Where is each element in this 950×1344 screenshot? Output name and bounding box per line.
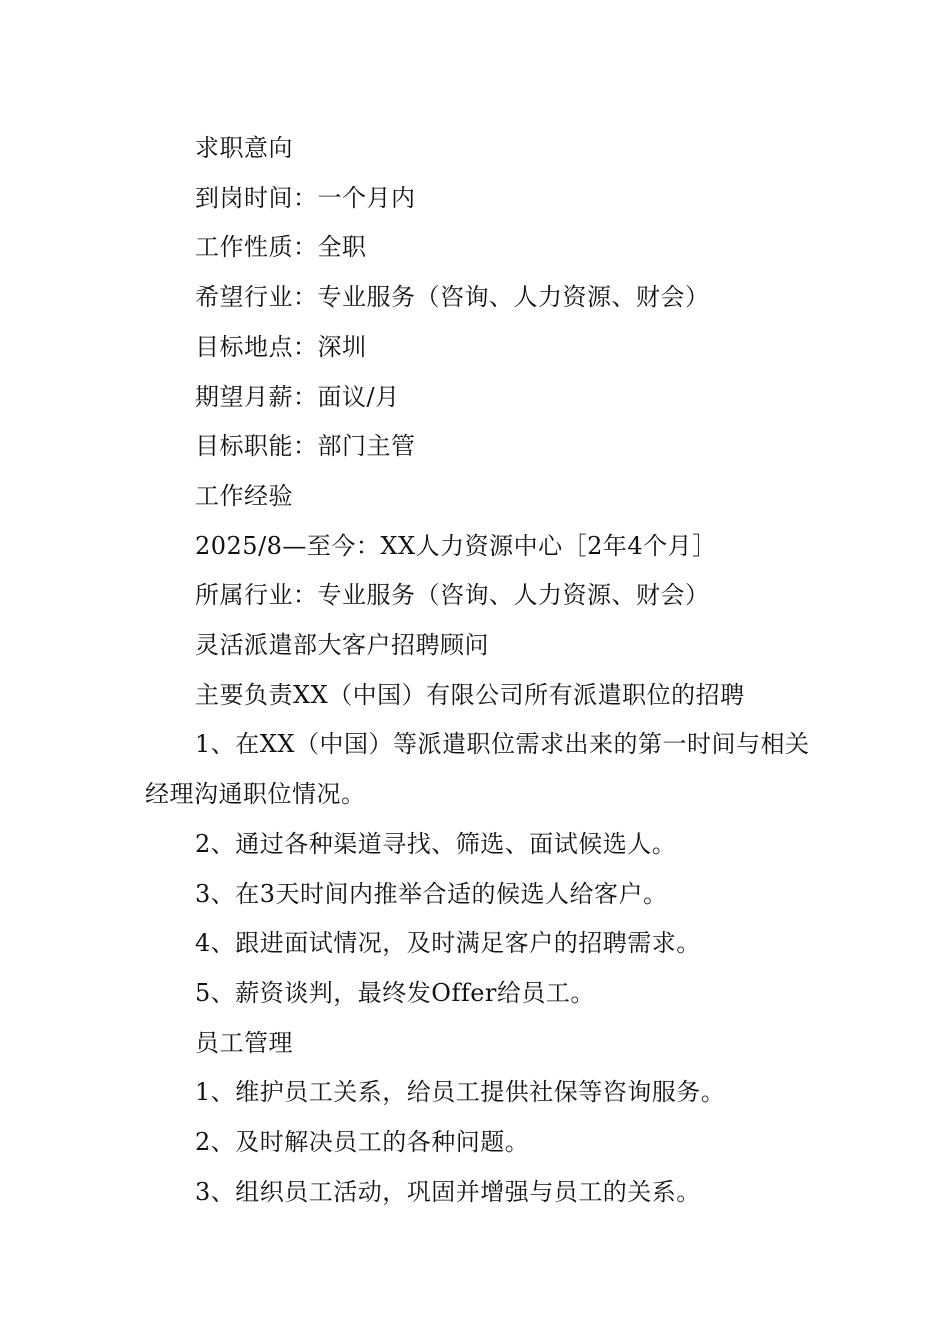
- job-type-line: 工作性质：全职: [195, 233, 367, 262]
- duty-item-4: 4、跟进面试情况，及时满足客户的招聘需求。: [195, 929, 701, 958]
- availability-line: 到岗时间：一个月内: [195, 183, 416, 212]
- duty-item-2: 2、通过各种渠道寻找、筛选、面试候选人。: [195, 829, 677, 858]
- expected-salary-line: 期望月薪：面议/月: [195, 382, 400, 411]
- management-item-1: 1、维护员工关系，给员工提供社保等咨询服务。: [195, 1078, 726, 1107]
- section-heading-employee-management: 员工管理: [195, 1028, 293, 1057]
- main-responsibility-line: 主要负责XX（中国）有限公司所有派遣职位的招聘: [195, 680, 745, 709]
- target-location-line: 目标地点：深圳: [195, 332, 367, 361]
- section-heading-work-experience: 工作经验: [195, 481, 293, 510]
- job-title-line: 灵活派遣部大客户招聘顾问: [195, 631, 489, 660]
- target-function-line: 目标职能：部门主管: [195, 432, 416, 461]
- duty-item-1: 1、在XX（中国）等派遣职位需求出来的第一时间与相关经理沟通职位情况。: [145, 730, 810, 809]
- industry-line: 所属行业：专业服务（咨询、人力资源、财会）: [195, 581, 710, 610]
- management-item-3: 3、组织员工活动，巩固并增强与员工的关系。: [195, 1177, 701, 1206]
- section-heading-job-intention: 求职意向: [195, 134, 293, 162]
- duty-item-3: 3、在3天时间内推举合适的候选人给客户。: [195, 879, 668, 908]
- duty-item-5: 5、薪资谈判，最终发Offer给员工。: [195, 978, 595, 1007]
- desired-industry-line: 希望行业：专业服务（咨询、人力资源、财会）: [195, 283, 710, 312]
- resume-body: [145, 124, 810, 1217]
- employment-period-line: 2025/8—至今：XX人力资源中心［2年4个月］: [195, 531, 717, 560]
- management-item-2: 2、及时解决员工的各种问题。: [195, 1128, 530, 1157]
